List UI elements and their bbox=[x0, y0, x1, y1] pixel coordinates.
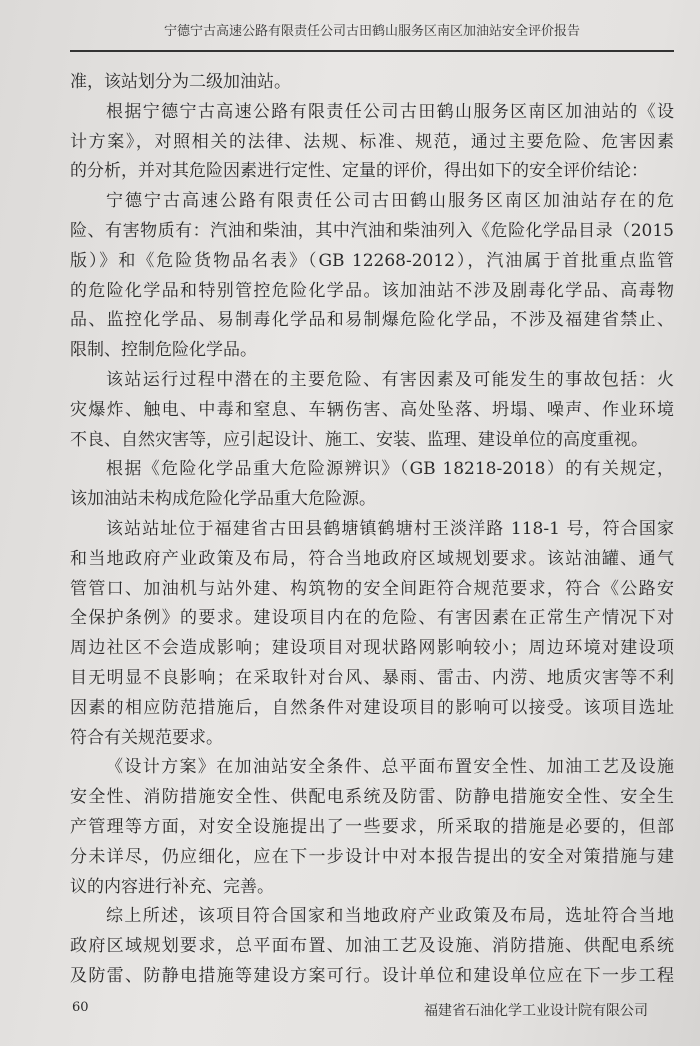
paragraph bbox=[70, 902, 674, 991]
text-line: 及防雷、防静电措施等建设方案可行。设计单位和建设单位应在下一步工程 bbox=[70, 965, 674, 986]
text-line: 目无明显不良影响；在采取针对台风、暴雨、雷击、内涝、地质灾害等不利 bbox=[70, 667, 674, 688]
text-line: 周边社区不会造成影响；建设项目对现状路网影响较小；周边环境对建设项 bbox=[70, 638, 674, 659]
text-line: 版）》和《危险货物品名表》（GB 12268-2012），汽油属于首批重点监管 bbox=[70, 250, 674, 271]
text-line: 产管理等方面，对安全设施提出了一些要求，所采取的措施是必要的，但部 bbox=[70, 816, 674, 837]
text-line: 安全性、消防措施安全性、供配电系统及防雷、防静电措施安全性、安全生 bbox=[70, 787, 674, 808]
text-line: 不良、自然灾害等，应引起设计、施工、安装、监理、建设单位的高度重视。 bbox=[70, 429, 648, 450]
body-text bbox=[70, 68, 674, 992]
paragraph bbox=[70, 98, 674, 187]
text-line: 的分析，并对其危险因素进行定性、定量的评价，得出如下的安全评价结论： bbox=[70, 161, 648, 182]
text-line: 计方案》，对照相关的法律、法规、标准、规范，通过主要危险、危害因素 bbox=[70, 131, 674, 152]
text-line: 根据《危险化学品重大危险源辨识》（GB 18218-2018）的有关规定， bbox=[106, 459, 674, 480]
text-line: 准，该站划分为二级加油站。 bbox=[70, 72, 291, 92]
page-number: 60 bbox=[72, 1000, 89, 1015]
text-line: 分未详尽，仍应细化，应在下一步设计中对本报告提出的安全对策措施与建 bbox=[70, 846, 674, 867]
text-line: 该站运行过程中潜在的主要危险、有害因素及可能发生的事故包括：火 bbox=[106, 369, 674, 390]
text-line: 的危险化学品和特别管控危险化学品。该加油站不涉及剧毒化学品、高毒物 bbox=[70, 280, 674, 301]
text-line: 全保护条例》的要求。建设项目内在的危险、有害因素在正常生产情况下对 bbox=[70, 608, 674, 629]
text-line: 该站站址位于福建省古田县鹤塘镇鹤塘村王淡洋路 118-1 号，符合国家 bbox=[106, 518, 674, 539]
footer-company: 福建省石油化学工业设计院有限公司 bbox=[424, 1003, 648, 1019]
paragraph bbox=[70, 753, 674, 902]
text-line: 因素的相应防范措施后，自然条件对建设项目的影响可以接受。该项目选址 bbox=[70, 697, 674, 718]
paragraph bbox=[70, 68, 674, 98]
text-line: 灾爆炸、触电、中毒和窒息、车辆伤害、高处坠落、坍塌、噪声、作业环境 bbox=[70, 399, 674, 420]
paragraph bbox=[70, 187, 674, 366]
text-line: 综上所述，该项目符合国家和当地政府产业政策及布局，选址符合当地 bbox=[106, 906, 674, 927]
text-line: 品、监控化学品、易制毒化学品和易制爆危险化学品，不涉及福建省禁止、 bbox=[70, 310, 674, 331]
text-line: 政府区域规划要求，总平面布置、加油工艺及设施、消防措施、供配电系统 bbox=[70, 936, 674, 957]
text-line: 宁德宁古高速公路有限责任公司古田鹤山服务区南区加油站存在的危 bbox=[106, 191, 674, 212]
text-line: 险、有害物质有：汽油和柴油，其中汽油和柴油列入《危险化学品目录（2015 bbox=[70, 220, 674, 241]
text-line: 《设计方案》在加油站安全条件、总平面布置安全性、加油工艺及设施 bbox=[106, 757, 674, 778]
paragraph bbox=[70, 455, 674, 515]
header-rule bbox=[70, 50, 674, 52]
text-line: 和当地政府产业政策及布局，符合当地政府区域规划要求。该站油罐、通气 bbox=[70, 548, 674, 569]
paragraph bbox=[70, 515, 674, 753]
text-line: 根据宁德宁古高速公路有限责任公司古田鹤山服务区南区加油站的《设 bbox=[106, 101, 674, 122]
text-line: 议的内容进行补充、完善。 bbox=[70, 876, 274, 897]
paragraph bbox=[70, 366, 674, 455]
running-header: 宁德宁古高速公路有限责任公司古田鹤山服务区南区加油站安全评价报告 bbox=[163, 24, 580, 39]
text-line: 符合有关规范要求。 bbox=[70, 727, 223, 748]
text-line: 限制、控制危险化学品。 bbox=[70, 340, 257, 361]
text-line: 该加油站未构成危险化学品重大危险源。 bbox=[70, 489, 376, 510]
text-line: 管管口、加油机与站外建、构筑物的安全间距符合规范要求，符合《公路安 bbox=[70, 578, 674, 599]
